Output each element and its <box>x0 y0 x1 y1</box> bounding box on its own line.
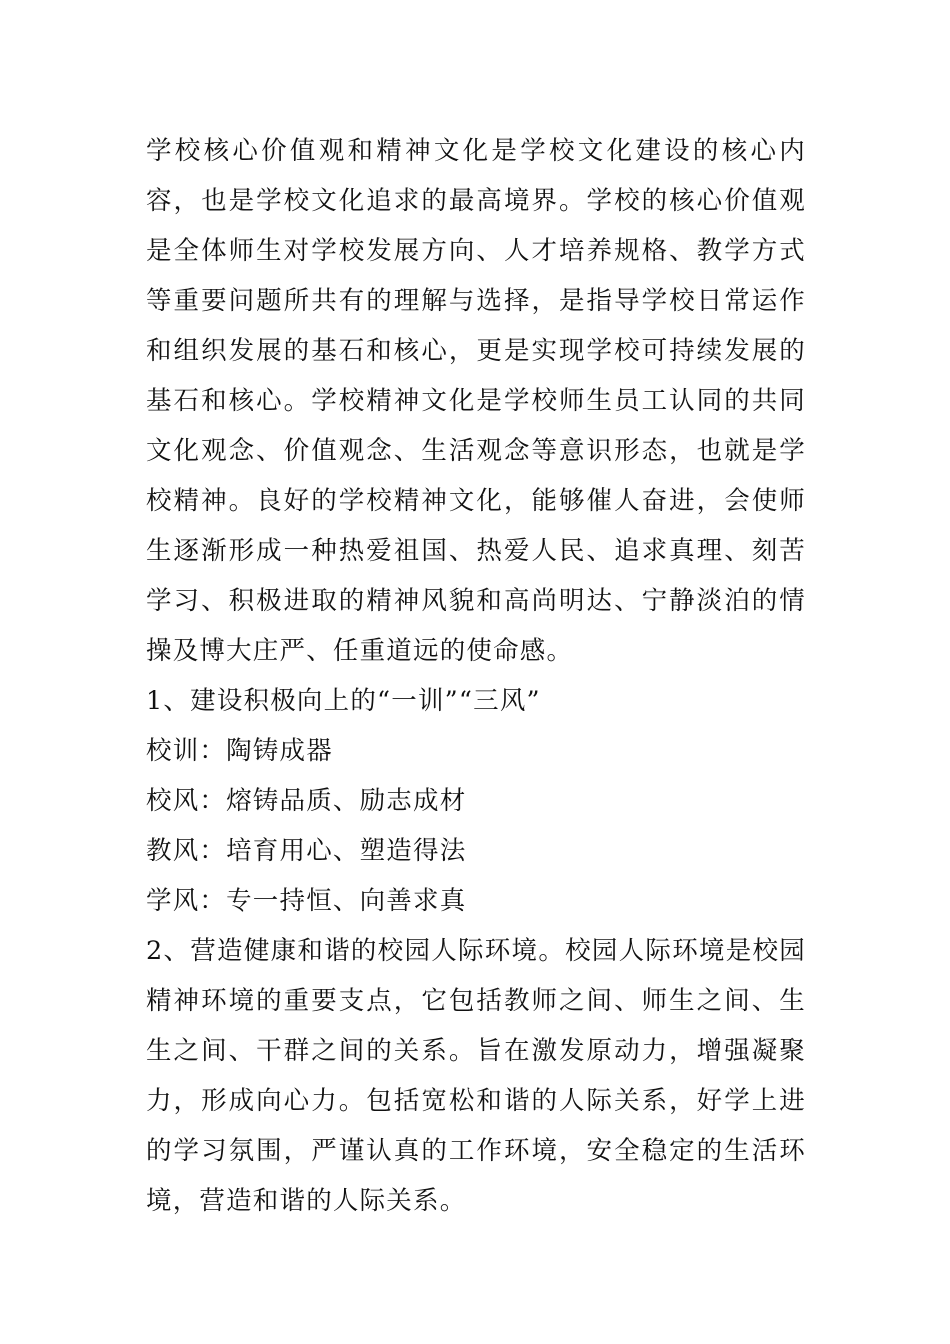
document-body <box>146 126 806 1226</box>
school-style: 校风：熔铸品质、励志成材 <box>146 786 467 816</box>
paragraph-core-values: 学校核心价值观和精神文化是学校文化建设的核心内容，也是学校文化追求的最高境界。学校的核心价值观是全体师生对学校发展方向、人才培养规格、教学方式等重要问题所共有的理解与选择，是指导学校日常运作和组织发展的基石和核心，更是实现学校可持续发展的基石和核心。学校精神文化是学校师生员工认同的共同文化观念、价值观念、生活观念等意识形态，也就是学校精神。良好的学校精神文化，能够催人奋进，会使师生逐渐形成一种热爱祖国、热爱人民、追求真理、刻苦学习、积极进取的精神风貌和高尚明达、宁静淡泊的情操及博大庄严、任重道远的使命感。 <box>146 136 806 666</box>
heading-one-motto-three-styles: 1、建设积极向上的“一训”“三风” <box>146 686 541 716</box>
teaching-style: 教风：培育用心、塑造得法 <box>146 836 467 866</box>
paragraph-interpersonal-environment: 2、营造健康和谐的校园人际环境。校园人际环境是校园精神环境的重要支点，它包括教师之间、师生之间、生生之间、干群之间的关系。旨在激发原动力，增强凝聚力，形成向心力。包括宽松和谐的人际关系，好学上进的学习氛围，严谨认真的工作环境，安全稳定的生活环境，营造和谐的人际关系。 <box>146 936 806 1216</box>
school-motto: 校训：陶铸成器 <box>146 736 333 766</box>
study-style: 学风：专一持恒、向善求真 <box>146 886 467 916</box>
